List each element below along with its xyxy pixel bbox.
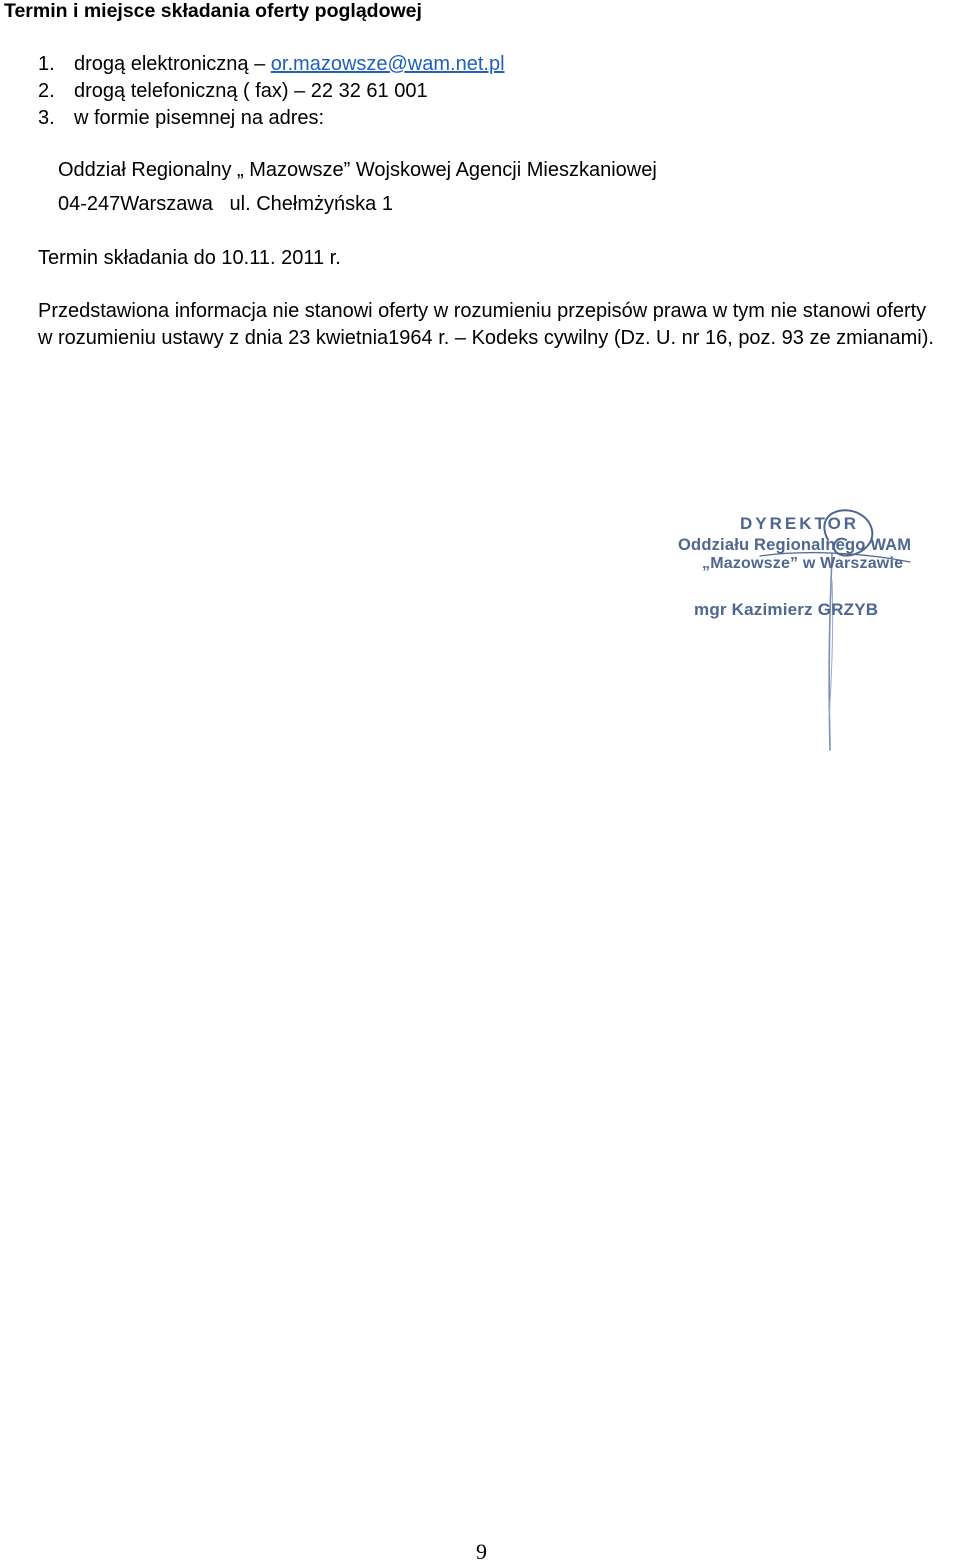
section-heading: Termin i miejsce składania oferty poglądowej — [4, 0, 422, 22]
list-item-number: 2. — [38, 80, 55, 102]
list-item-email — [38, 52, 505, 76]
page-number: 9 — [476, 1539, 487, 1564]
list-item-text: drogą elektroniczną – — [74, 53, 271, 75]
list-item-number: 3. — [38, 107, 55, 129]
address-line-2: 04-247Warszawa ul. Chełmżyńska 1 — [58, 193, 393, 215]
stamp-office-line-2: „Mazowsze” w Warszawie — [702, 555, 904, 572]
director-stamp — [660, 500, 950, 760]
list-item-text: drogą telefoniczną ( fax) – 22 32 61 001 — [74, 80, 428, 102]
disclaimer-paragraph: Przedstawiona informacja nie stanowi oferty w rozumieniu przepisów prawa w tym nie stanowi oferty w rozumieniu ustawy z dnia 23 kwietnia1964 r. – Kodeks cywilny (Dz. U. nr 16, poz. 93 ze zmianami). — [38, 300, 934, 349]
email-link[interactable]: or.mazowsze@wam.net.pl — [270, 53, 505, 75]
stamp-title: DYREKTOR — [740, 514, 860, 533]
stamp-office-line-1: Oddziału Regionalnego WAM — [678, 536, 912, 554]
list-item-text: w formie pisemnej na adres: — [74, 107, 325, 129]
deadline-text: Termin składania do 10.11. 2011 r. — [38, 247, 341, 269]
address-line-1: Oddział Regionalny „ Mazowsze” Wojskowej Agencji Mieszkaniowej — [58, 159, 657, 181]
list-item-fax — [38, 79, 428, 103]
stamp-name: mgr Kazimierz GRZYB — [694, 600, 879, 619]
list-item-mail — [38, 106, 324, 130]
list-item-number: 1. — [38, 53, 55, 75]
